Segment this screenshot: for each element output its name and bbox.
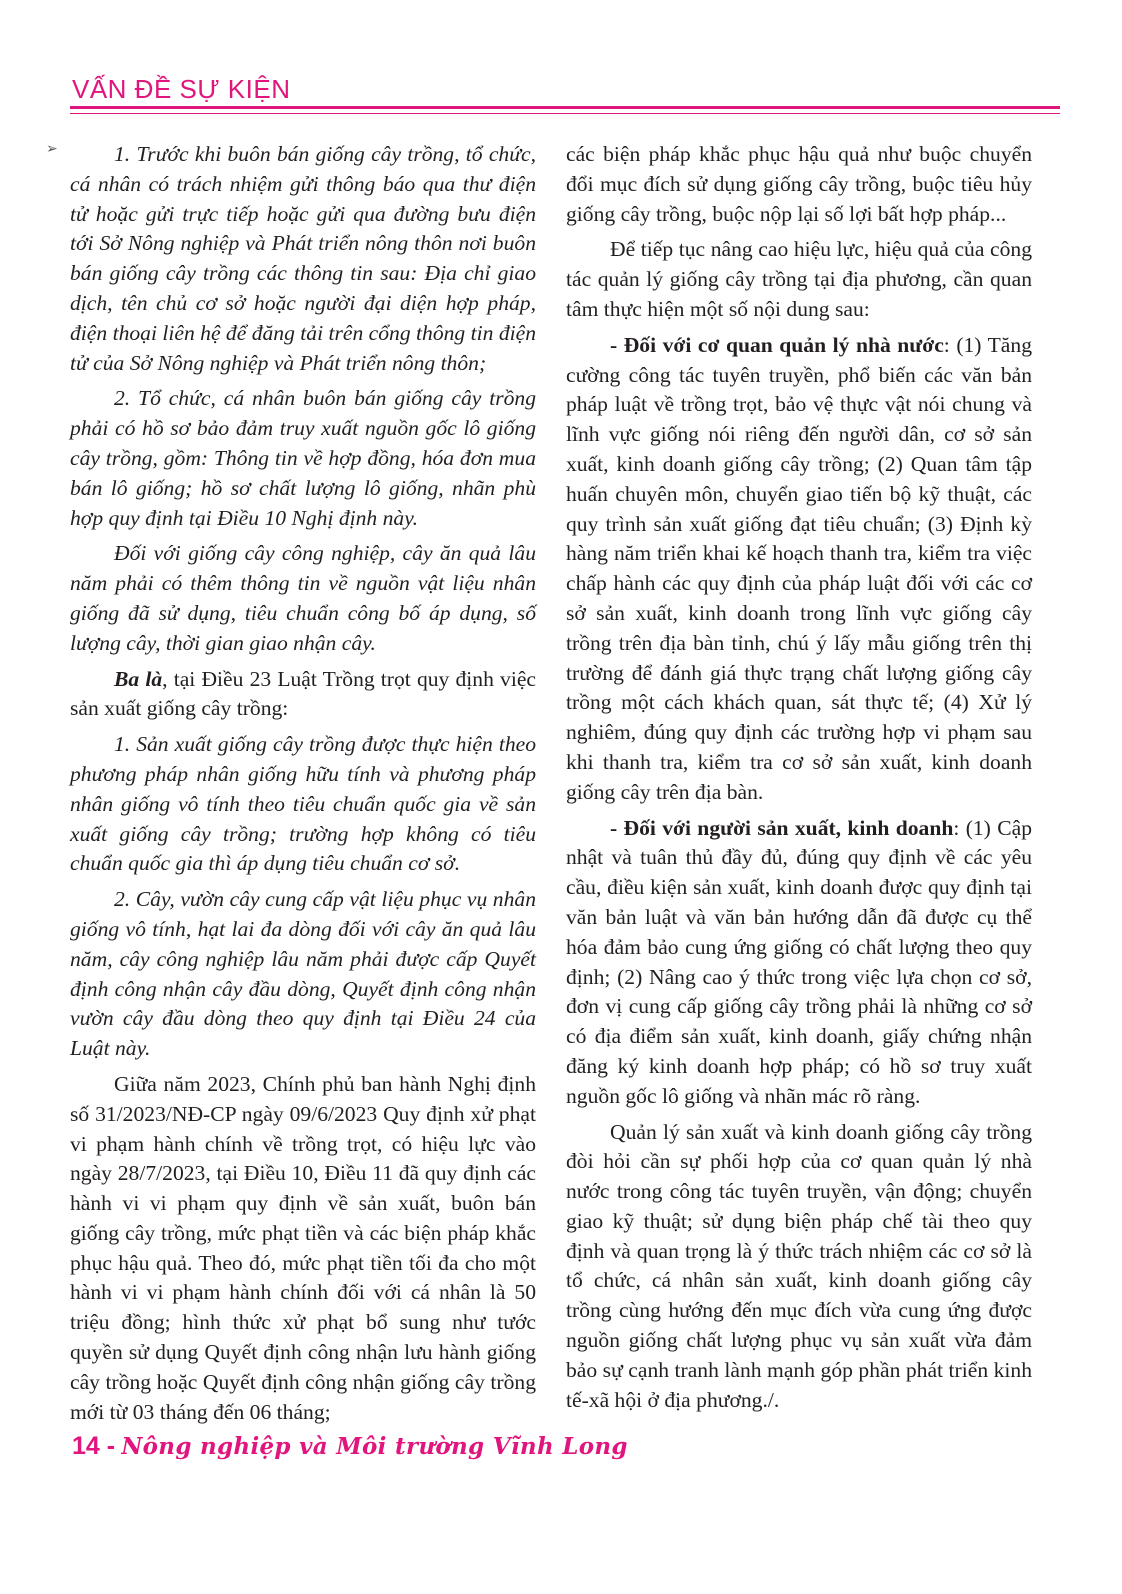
left-column	[70, 140, 536, 1433]
magazine-name: Nông nghiệp và Môi trường Vĩnh Long	[121, 1433, 628, 1460]
paragraph	[566, 331, 1032, 808]
paragraph-lead: - Đối với cơ quan quản lý nhà nước	[610, 332, 944, 357]
right-column	[566, 140, 1032, 1421]
paragraph: 1. Trước khi buôn bán giống cây trồng, tổ chức, cá nhân có trách nhiệm gửi thông báo qua thư điện tử hoặc gửi trực tiếp hoặc gửi qua đường bưu điện tới Sở Nông nghiệp và Phát triển nông thôn nơi buôn bán giống cây trồng các thông tin sau: Địa chỉ giao dịch, tên chủ cơ sở hoặc người đại diện hợp pháp, điện thoại liên hệ để đăng tải trên cổng thông tin điện tử của Sở Nông nghiệp và Phát triển nông thôn;	[70, 142, 536, 375]
paragraph-lead: Ba là	[114, 666, 163, 691]
paragraph: Quản lý sản xuất và kinh doanh giống cây trồng đòi hỏi cần sự phối hợp của cơ quan quản lý nhà nước trong công tác tuyên truyền, vận động; chuyển giao kỹ thuật; sử dụng biện pháp chế tài theo quy định và quan trọng là ý thức trách nhiệm các cơ sở là tổ chức, cá nhân sản xuất, kinh doanh giống cây trồng cùng hướng đến mục đích vừa cung ứng được nguồn giống chất lượng phục vụ sản xuất vừa đảm bảo sự cạnh tranh lành mạnh góp phần phát triển kinh tế-xã hội ở địa phương./.	[566, 1119, 1032, 1412]
paragraph: Giữa năm 2023, Chính phủ ban hành Nghị định số 31/2023/NĐ-CP ngày 09/6/2023 Quy định xử phạt vi phạm hành chính về trồng trọt, có hiệu lực vào ngày 28/7/2023, tại Điều 10, Điều 11 đã quy định các hành vi vi phạm quy định về sản xuất, buôn bán giống cây trồng, mức phạt tiền và các biện pháp khắc phục hậu quả. Theo đó, mức phạt tiền tối đa cho một hành vi vi phạm hành chính đối với cá nhân là 50 triệu đồng; hình thức xử phạt bổ sung như tước quyền sử dụng Quyết định công nhận lưu hành giống cây trồng hoặc Quyết định công nhận giống cây trồng mới từ 03 tháng đến 06 tháng;	[70, 1071, 536, 1424]
page-footer	[72, 1432, 628, 1461]
paragraph	[70, 665, 536, 725]
page-number: 14 -	[72, 1432, 116, 1460]
paragraph: 2. Tổ chức, cá nhân buôn bán giống cây trồng phải có hồ sơ bảo đảm truy xuất nguồn gốc lô giống cây trồng, gồm: Thông tin về hợp đồng, hóa đơn mua bán lô giống; hồ sơ chất lượng lô giống, nhãn phù hợp quy định tại Điều 10 Nghị định này.	[70, 386, 536, 530]
paragraph-text: : (1) Tăng cường công tác tuyên truyền, phổ biến các văn bản pháp luật về trồng trọt, bảo vệ thực vật nói chung và lĩnh vực giống nói riêng đến người dân, cơ sở sản xuất, kinh doanh giống cây trồng; (2) Quan tâm tập huấn chuyên môn, chuyển giao tiến bộ kỹ thuật, các quy trình sản xuất giống đạt tiêu chuẩn; (3) Định kỳ hàng năm triển khai kế hoạch thanh tra, kiểm tra việc chấp hành các quy định của pháp luật đối với các cơ sở sản xuất, kinh doanh trong lĩnh vực giống cây trồng trên địa bàn tỉnh, chú ý lấy mẫu giống trên thị trường để đánh giá thực trạng chất lượng giống cây trồng một cách khách quan, sát thực tế; (4) Xử lý nghiêm, đúng quy định các trường hợp vi phạm sau khi thanh tra, kiểm tra cơ sở sản xuất, kinh doanh giống cây trên địa bàn.	[566, 332, 1032, 804]
paragraph-text: : (1) Cập nhật và tuân thủ đầy đủ, đúng quy định về các yêu cầu, điều kiện sản xuất, kinh doanh được quy định tại văn bản luật và văn bản hướng dẫn đã được cụ thể hóa đảm bảo cung ứng giống có chất lượng theo quy định; (2) Nâng cao ý thức trong việc lựa chọn cơ sở, đơn vị cung cấp giống cây trồng phải là những cơ sở có địa điểm sản xuất, kinh doanh, giấy chứng nhận đăng ký kinh doanh hợp pháp; có hồ sơ truy xuất nguồn gốc lô giống và nhãn mác rõ ràng.	[566, 815, 1032, 1108]
header-rule-thin	[70, 113, 1060, 114]
paragraph: các biện pháp khắc phục hậu quả như buộc chuyển đổi mục đích sử dụng giống cây trồng, buộc tiêu hủy giống cây trồng, buộc nộp lại số lợi bất hợp pháp...	[566, 142, 1032, 226]
paragraph: 1. Sản xuất giống cây trồng được thực hiện theo phương pháp nhân giống hữu tính và phương pháp nhân giống vô tính theo tiêu chuẩn quốc gia về sản xuất giống cây trồng; trường hợp không có tiêu chuẩn quốc gia thì áp dụng tiêu chuẩn cơ sở.	[70, 732, 536, 876]
paragraph: Đối với giống cây công nghiệp, cây ăn quả lâu năm phải có thêm thông tin về nguồn vật liệu nhân giống đã sử dụng, tiêu chuẩn công bố áp dụng, số lượng cây, thời gian giao nhận cây.	[70, 541, 536, 655]
arrow-right-icon: ➢	[46, 141, 58, 157]
section-title: VẤN ĐỀ SỰ KIỆN	[72, 74, 291, 104]
paragraph: Để tiếp tục nâng cao hiệu lực, hiệu quả của công tác quản lý giống cây trồng tại địa phương, cần quan tâm thực hiện một số nội dung sau:	[566, 237, 1032, 321]
paragraph: 2. Cây, vườn cây cung cấp vật liệu phục vụ nhân giống vô tính, hạt lai đa dòng đối với cây ăn quả lâu năm, cây công nghiệp lâu năm phải được cấp Quyết định công nhận cây đầu dòng, Quyết định công nhận vườn cây đầu dòng theo quy định tại Điều 24 của Luật này.	[70, 887, 536, 1061]
header-rule-thick	[70, 106, 1060, 109]
paragraph	[566, 814, 1032, 1112]
paragraph-text: , tại Điều 23 Luật Trồng trọt quy định việc sản xuất giống cây trồng:	[70, 666, 536, 721]
paragraph-lead: - Đối với người sản xuất, kinh doanh	[610, 815, 954, 840]
